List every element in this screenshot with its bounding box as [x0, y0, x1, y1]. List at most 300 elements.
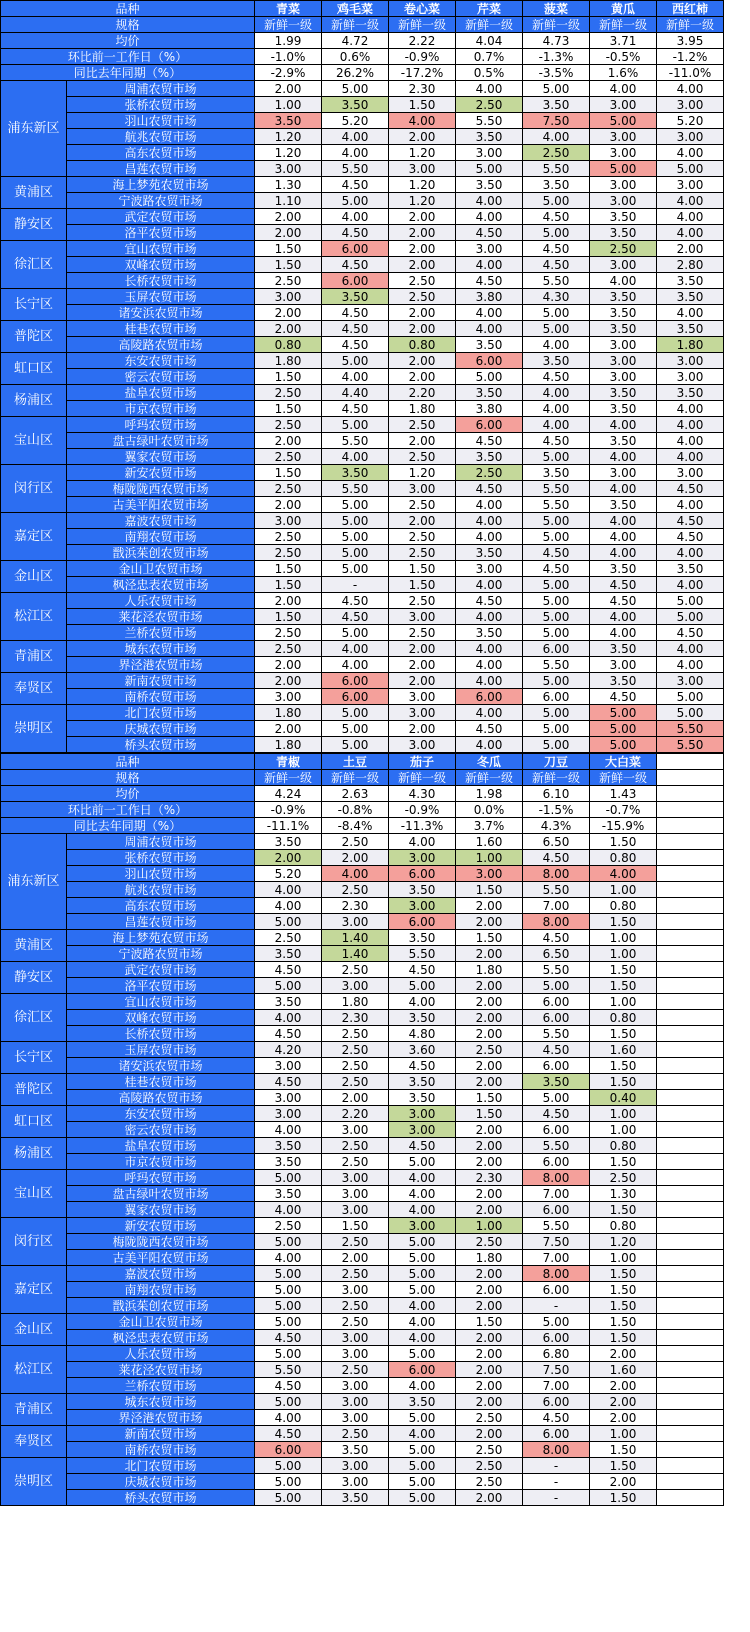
district-label: 青浦区	[1, 641, 67, 673]
price-cell: 1.00	[590, 1122, 657, 1138]
price-cell: 4.00	[657, 497, 724, 513]
price-cell: 4.00	[456, 657, 523, 673]
district-label: 虹口区	[1, 353, 67, 385]
price-cell: 1.80	[255, 353, 322, 369]
price-cell: 3.50	[456, 337, 523, 353]
price-cell: 2.00	[389, 129, 456, 145]
market-row	[1, 914, 724, 930]
market-row	[1, 113, 724, 129]
price-cell: 7.50	[523, 113, 590, 129]
price-cell: 2.50	[322, 1154, 389, 1170]
price-cell: 2.00	[255, 433, 322, 449]
price-cell: 2.00	[389, 673, 456, 689]
price-cell: 5.50	[523, 882, 590, 898]
market-row	[1, 641, 724, 657]
price-cell: 2.00	[456, 1282, 523, 1298]
vegetable-name: 鸡毛菜	[322, 1, 389, 17]
price-cell: 5.00	[523, 609, 590, 625]
price-cell: 5.00	[657, 705, 724, 721]
market-row	[1, 882, 724, 898]
spec-cell: 新鲜一级	[523, 770, 590, 786]
price-cell: 3.50	[590, 561, 657, 577]
price-cell: 6.00	[523, 1122, 590, 1138]
market-row	[1, 369, 724, 385]
average-price-row	[1, 33, 724, 49]
price-cell: 1.50	[590, 834, 657, 850]
district-label: 松江区	[1, 593, 67, 641]
price-cell: 4.50	[523, 241, 590, 257]
market-row	[1, 657, 724, 673]
price-cell: 3.00	[590, 337, 657, 353]
price-cell: 1.80	[657, 337, 724, 353]
market-row	[1, 465, 724, 481]
empty-cell	[657, 818, 724, 834]
market-name: 人乐农贸市场	[67, 593, 255, 609]
price-cell: 5.00	[456, 161, 523, 177]
avg-cell: 1.98	[456, 786, 523, 802]
price-cell: 1.20	[389, 193, 456, 209]
price-cell: 2.50	[523, 145, 590, 161]
market-row	[1, 1298, 724, 1314]
price-cell: 4.50	[322, 321, 389, 337]
spec-cell: 新鲜一级	[590, 770, 657, 786]
price-cell: 5.50	[523, 1218, 590, 1234]
yoy-cell: -11.3%	[389, 818, 456, 834]
price-cell: 4.00	[590, 513, 657, 529]
vegetable-name: 冬瓜	[456, 754, 523, 770]
price-cell: 5.00	[523, 513, 590, 529]
price-cell: 3.00	[389, 898, 456, 914]
price-cell: 3.50	[255, 113, 322, 129]
avg-cell: 3.71	[590, 33, 657, 49]
price-table-part2	[0, 753, 724, 1506]
empty-cell	[657, 770, 724, 786]
district-label: 长宁区	[1, 1042, 67, 1074]
price-cell: 1.50	[590, 962, 657, 978]
price-cell: 4.00	[322, 449, 389, 465]
market-name: 梅陇陇西农贸市场	[67, 1234, 255, 1250]
price-cell: 2.50	[322, 1314, 389, 1330]
price-cell: 4.00	[389, 1314, 456, 1330]
price-cell: 5.00	[523, 593, 590, 609]
district-label: 崇明区	[1, 1458, 67, 1506]
market-row	[1, 177, 724, 193]
market-row	[1, 417, 724, 433]
price-cell: 1.50	[255, 401, 322, 417]
price-cell: 1.50	[590, 1458, 657, 1474]
price-cell: -	[322, 577, 389, 593]
price-cell: 5.00	[590, 737, 657, 753]
avg-cell: 2.63	[322, 786, 389, 802]
price-cell: 5.00	[523, 737, 590, 753]
price-cell: 4.00	[590, 625, 657, 641]
price-cell: 1.50	[590, 978, 657, 994]
market-row	[1, 1122, 724, 1138]
price-cell: 4.00	[456, 705, 523, 721]
empty-cell	[657, 754, 724, 770]
market-name: 洛平农贸市场	[67, 978, 255, 994]
price-cell: 5.00	[322, 561, 389, 577]
market-row	[1, 545, 724, 561]
district-label: 闵行区	[1, 465, 67, 513]
market-name: 桥头农贸市场	[67, 1490, 255, 1506]
price-cell: 3.00	[255, 1106, 322, 1122]
district-label: 黄浦区	[1, 177, 67, 209]
price-cell: 2.50	[389, 273, 456, 289]
price-cell: 2.50	[255, 529, 322, 545]
price-cell: 4.50	[322, 225, 389, 241]
price-cell: 1.50	[456, 930, 523, 946]
market-row	[1, 978, 724, 994]
market-row	[1, 1058, 724, 1074]
price-cell: 2.00	[322, 1090, 389, 1106]
price-cell: 5.00	[255, 1314, 322, 1330]
price-cell: 4.50	[322, 609, 389, 625]
year-change-label: 同比去年同期（%）	[1, 818, 255, 834]
empty-cell	[657, 1474, 724, 1490]
price-cell: 1.50	[456, 1314, 523, 1330]
price-cell: 2.50	[255, 545, 322, 561]
price-cell: 6.00	[322, 673, 389, 689]
price-cell: 4.50	[657, 625, 724, 641]
market-name: 市京农贸市场	[67, 1154, 255, 1170]
price-cell: 2.00	[389, 657, 456, 673]
price-cell: 2.00	[389, 225, 456, 241]
yoy-cell: -17.2%	[389, 65, 456, 81]
price-cell: 2.50	[255, 481, 322, 497]
price-cell: 4.50	[456, 721, 523, 737]
market-row	[1, 577, 724, 593]
price-cell: 3.00	[322, 1394, 389, 1410]
district-label: 杨浦区	[1, 1138, 67, 1170]
district-label: 长宁区	[1, 289, 67, 321]
price-cell: 4.00	[657, 81, 724, 97]
price-cell: 5.00	[322, 81, 389, 97]
price-cell: 3.50	[523, 97, 590, 113]
market-row	[1, 1394, 724, 1410]
spec-cell: 新鲜一级	[255, 17, 322, 33]
price-cell: 6.00	[456, 689, 523, 705]
variety-header-row	[1, 754, 724, 770]
market-name: 盐阜农贸市场	[67, 385, 255, 401]
price-cell: 1.50	[590, 1058, 657, 1074]
district-label: 宝山区	[1, 1170, 67, 1218]
yoy-cell: 0.5%	[456, 65, 523, 81]
price-cell: 1.30	[590, 1186, 657, 1202]
district-label: 徐汇区	[1, 994, 67, 1042]
price-cell: 2.50	[322, 1266, 389, 1282]
price-cell: 4.50	[523, 1042, 590, 1058]
price-cell: 1.50	[590, 1330, 657, 1346]
market-row	[1, 705, 724, 721]
vegetable-name: 茄子	[389, 754, 456, 770]
price-cell: 3.00	[590, 145, 657, 161]
market-row	[1, 145, 724, 161]
price-cell: 4.00	[322, 129, 389, 145]
empty-cell	[657, 850, 724, 866]
empty-cell	[657, 898, 724, 914]
price-cell: 4.00	[657, 193, 724, 209]
yoy-cell: 4.3%	[523, 818, 590, 834]
price-cell: 3.00	[590, 353, 657, 369]
price-cell: 3.50	[523, 177, 590, 193]
spec-cell: 新鲜一级	[322, 770, 389, 786]
price-cell: 4.00	[523, 401, 590, 417]
price-cell: 2.00	[456, 1186, 523, 1202]
market-name: 南桥农贸市场	[67, 1442, 255, 1458]
price-cell: 3.00	[657, 97, 724, 113]
price-cell: 4.00	[255, 882, 322, 898]
price-cell: 3.50	[590, 321, 657, 337]
spec-cell: 新鲜一级	[389, 17, 456, 33]
variety-header-label: 品种	[1, 1, 255, 17]
price-cell: 1.50	[590, 1154, 657, 1170]
price-cell: 3.00	[322, 1330, 389, 1346]
price-cell: 4.00	[322, 369, 389, 385]
market-row	[1, 1202, 724, 1218]
price-cell: 4.00	[389, 1298, 456, 1314]
price-cell: 3.50	[523, 353, 590, 369]
empty-cell	[657, 1138, 724, 1154]
year-change-row	[1, 65, 724, 81]
empty-cell	[657, 1122, 724, 1138]
market-row	[1, 1090, 724, 1106]
price-cell: 2.50	[255, 1218, 322, 1234]
spec-cell: 新鲜一级	[590, 17, 657, 33]
market-name: 玉屏农贸市场	[67, 289, 255, 305]
mom-cell: -1.2%	[657, 49, 724, 65]
market-name: 翼家农贸市场	[67, 449, 255, 465]
price-cell: 5.00	[590, 721, 657, 737]
price-cell: 6.00	[523, 1058, 590, 1074]
price-cell: 4.50	[322, 177, 389, 193]
market-name: 桂巷农贸市场	[67, 1074, 255, 1090]
avg-cell: 4.30	[389, 786, 456, 802]
price-cell: 4.00	[456, 193, 523, 209]
price-cell: 3.80	[456, 289, 523, 305]
price-cell: 3.00	[456, 561, 523, 577]
market-row	[1, 1154, 724, 1170]
price-cell: 5.00	[389, 1234, 456, 1250]
price-cell: 1.60	[590, 1042, 657, 1058]
empty-cell	[657, 1218, 724, 1234]
price-cell: 3.50	[590, 641, 657, 657]
market-row	[1, 273, 724, 289]
price-cell: 4.00	[657, 145, 724, 161]
market-row	[1, 353, 724, 369]
price-cell: 5.00	[255, 1266, 322, 1282]
market-name: 新安农贸市场	[67, 1218, 255, 1234]
price-cell: 4.00	[456, 609, 523, 625]
price-cell: 2.50	[322, 1426, 389, 1442]
price-cell: 1.50	[389, 97, 456, 113]
price-cell: 4.20	[255, 1042, 322, 1058]
price-cell: 3.00	[322, 1202, 389, 1218]
market-row	[1, 673, 724, 689]
market-row	[1, 337, 724, 353]
market-row	[1, 209, 724, 225]
price-cell: 2.00	[255, 673, 322, 689]
price-cell: 4.50	[456, 433, 523, 449]
price-cell: 5.00	[523, 1314, 590, 1330]
price-cell: 4.50	[523, 433, 590, 449]
price-cell: 3.50	[456, 545, 523, 561]
price-cell: 3.00	[255, 289, 322, 305]
market-name: 庆城农贸市场	[67, 721, 255, 737]
price-cell: 4.50	[523, 1106, 590, 1122]
price-cell: 3.00	[322, 914, 389, 930]
market-row	[1, 1282, 724, 1298]
price-cell: 3.00	[255, 161, 322, 177]
price-cell: 6.00	[389, 914, 456, 930]
price-cell: 5.00	[657, 609, 724, 625]
market-name: 嘉波农贸市场	[67, 513, 255, 529]
price-cell: 2.50	[456, 1410, 523, 1426]
market-name: 莱花泾农贸市场	[67, 609, 255, 625]
price-cell: 4.40	[322, 385, 389, 401]
price-cell: 5.50	[523, 1138, 590, 1154]
price-cell: 4.00	[255, 1202, 322, 1218]
price-cell: 1.50	[255, 369, 322, 385]
market-name: 枫泾忠表农贸市场	[67, 577, 255, 593]
empty-cell	[657, 962, 724, 978]
market-name: 双峰农贸市场	[67, 257, 255, 273]
price-cell: 4.00	[657, 657, 724, 673]
empty-cell	[657, 1362, 724, 1378]
price-cell: 3.00	[657, 177, 724, 193]
price-cell: 3.50	[590, 433, 657, 449]
price-cell: 5.00	[389, 1474, 456, 1490]
market-row	[1, 481, 724, 497]
price-cell: 3.50	[456, 129, 523, 145]
price-cell: 5.00	[389, 1410, 456, 1426]
price-cell: 1.50	[389, 561, 456, 577]
price-cell: 0.80	[590, 898, 657, 914]
price-cell: 1.00	[590, 930, 657, 946]
price-cell: 1.60	[590, 1362, 657, 1378]
price-cell: 2.00	[389, 641, 456, 657]
market-row	[1, 737, 724, 753]
price-cell: 4.00	[389, 1170, 456, 1186]
market-row	[1, 1186, 724, 1202]
price-cell: 4.50	[456, 481, 523, 497]
price-cell: 1.50	[590, 1202, 657, 1218]
district-label: 杨浦区	[1, 385, 67, 417]
price-cell: 2.00	[389, 241, 456, 257]
price-cell: 2.00	[255, 225, 322, 241]
spec-header-row	[1, 770, 724, 786]
market-name: 城东农贸市场	[67, 641, 255, 657]
price-cell: 1.80	[389, 401, 456, 417]
market-name: 东安农贸市场	[67, 1106, 255, 1122]
price-cell: 2.50	[456, 1474, 523, 1490]
price-cell: -	[523, 1298, 590, 1314]
avg-cell: 1.99	[255, 33, 322, 49]
price-cell: 4.50	[590, 593, 657, 609]
mom-cell: -1.5%	[523, 802, 590, 818]
price-cell: 3.50	[456, 385, 523, 401]
price-cell: 4.00	[456, 577, 523, 593]
market-name: 南桥农贸市场	[67, 689, 255, 705]
market-name: 北门农贸市场	[67, 1458, 255, 1474]
price-cell: 4.00	[456, 81, 523, 97]
price-cell: 4.00	[590, 481, 657, 497]
price-cell: 1.50	[255, 241, 322, 257]
market-row	[1, 1074, 724, 1090]
market-row	[1, 930, 724, 946]
empty-cell	[657, 1410, 724, 1426]
price-cell: 0.80	[590, 1218, 657, 1234]
price-cell: 5.00	[322, 193, 389, 209]
price-cell: 3.00	[456, 145, 523, 161]
price-cell: 1.00	[590, 882, 657, 898]
price-cell: 1.00	[590, 1250, 657, 1266]
price-cell: 2.00	[255, 497, 322, 513]
price-cell: 4.50	[523, 930, 590, 946]
price-cell: 3.50	[523, 1074, 590, 1090]
price-cell: 5.00	[389, 1154, 456, 1170]
price-cell: 2.00	[657, 241, 724, 257]
market-row	[1, 834, 724, 850]
empty-cell	[657, 1074, 724, 1090]
empty-cell	[657, 1490, 724, 1506]
spec-header-label: 规格	[1, 17, 255, 33]
vegetable-name: 青椒	[255, 754, 322, 770]
market-name: 武定农贸市场	[67, 962, 255, 978]
price-cell: 1.50	[590, 1074, 657, 1090]
price-cell: 6.00	[523, 1010, 590, 1026]
price-cell: 5.00	[322, 529, 389, 545]
market-row	[1, 513, 724, 529]
average-price-label: 均价	[1, 786, 255, 802]
market-name: 高陵路农贸市场	[67, 1090, 255, 1106]
empty-cell	[657, 1202, 724, 1218]
price-cell: 3.00	[322, 1474, 389, 1490]
mom-cell: -1.3%	[523, 49, 590, 65]
district-label: 徐汇区	[1, 241, 67, 289]
market-row	[1, 1234, 724, 1250]
empty-cell	[657, 946, 724, 962]
price-cell: 2.50	[456, 1458, 523, 1474]
price-cell: 4.00	[657, 641, 724, 657]
empty-cell	[657, 1346, 724, 1362]
price-cell: 2.00	[389, 209, 456, 225]
district-label: 普陀区	[1, 321, 67, 353]
empty-cell	[657, 882, 724, 898]
price-cell: 4.50	[590, 577, 657, 593]
market-row	[1, 161, 724, 177]
price-cell: 5.50	[657, 737, 724, 753]
yoy-cell: 3.7%	[456, 818, 523, 834]
price-cell: 4.00	[456, 209, 523, 225]
price-cell: 4.00	[590, 81, 657, 97]
price-cell: 4.00	[456, 257, 523, 273]
price-cell: 3.00	[389, 481, 456, 497]
empty-cell	[657, 1378, 724, 1394]
price-cell: 2.50	[322, 1074, 389, 1090]
mom-cell: 0.0%	[456, 802, 523, 818]
market-row	[1, 305, 724, 321]
price-cell: 6.00	[456, 353, 523, 369]
price-cell: 4.00	[322, 145, 389, 161]
avg-cell: 4.24	[255, 786, 322, 802]
district-label: 奉贤区	[1, 1426, 67, 1458]
price-cell: 4.00	[590, 449, 657, 465]
market-name: 莱花泾农贸市场	[67, 1362, 255, 1378]
price-cell: 4.00	[657, 545, 724, 561]
market-row	[1, 289, 724, 305]
price-cell: 2.00	[389, 305, 456, 321]
